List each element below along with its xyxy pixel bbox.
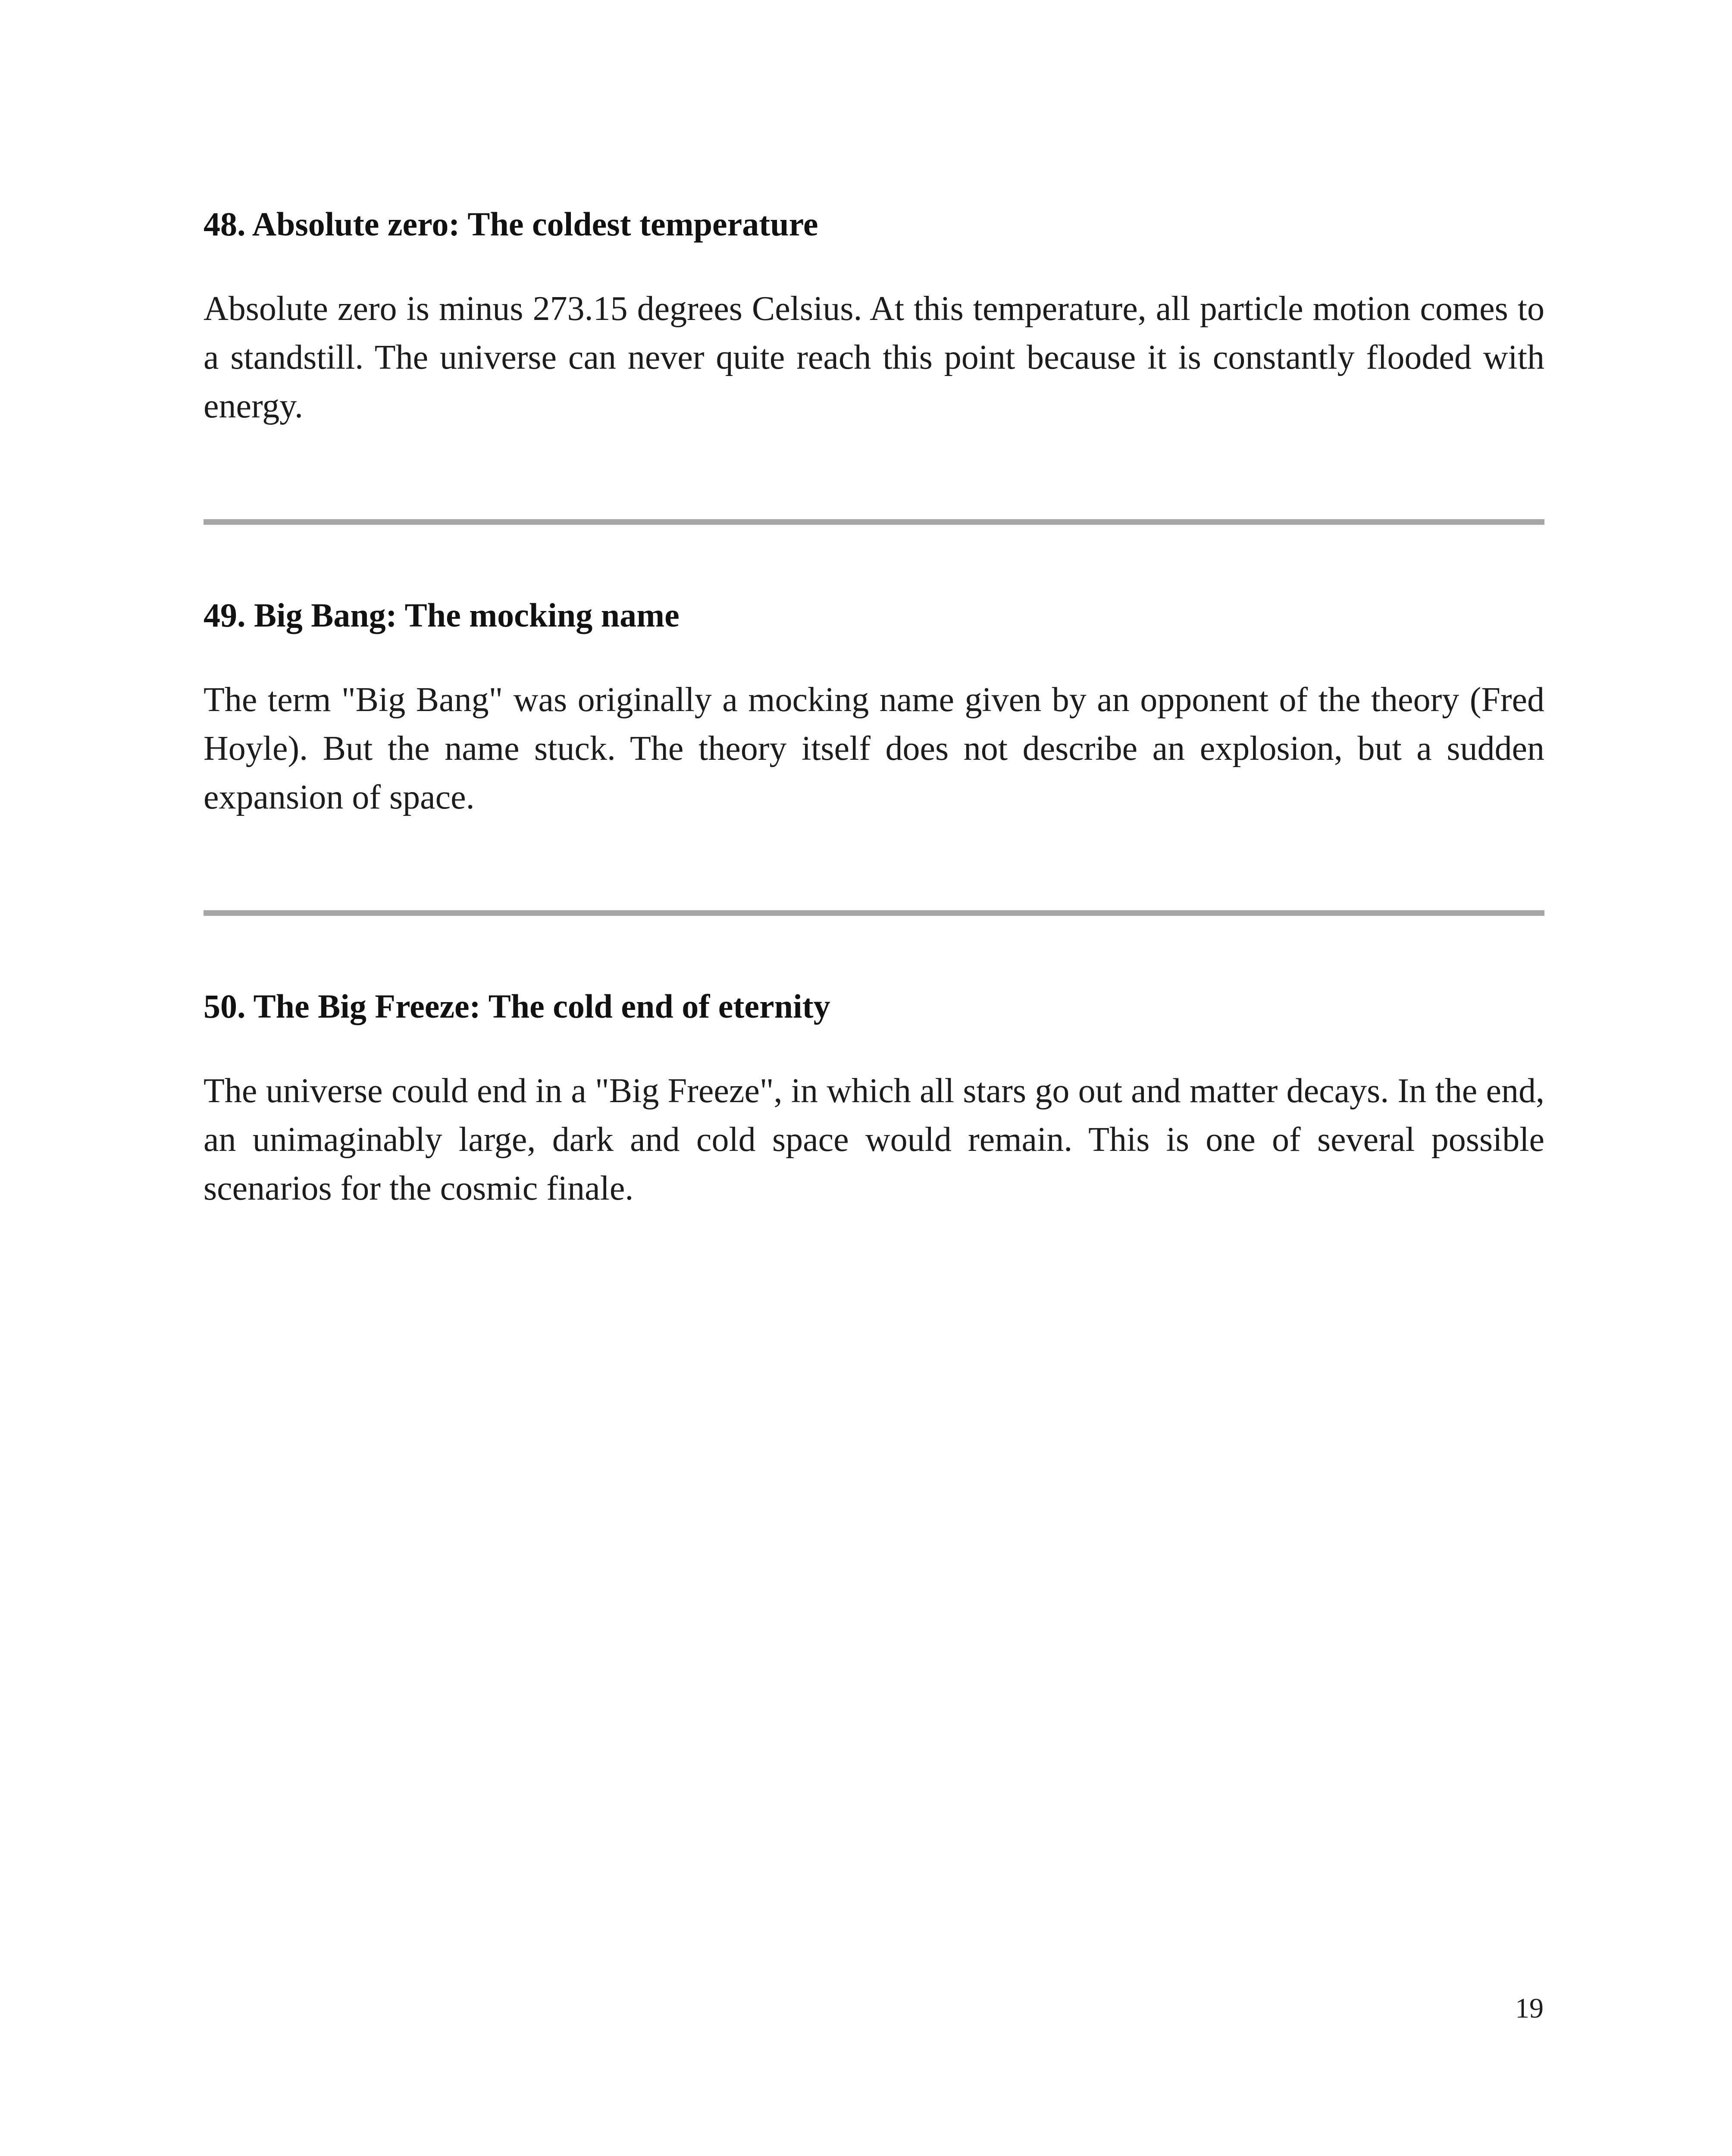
section-body: Absolute zero is minus 273.15 degrees Celsius. At this temperature, all particle motion comes to a standstill. The universe can never quite reach this point because it is constantly flooded with energy. [204, 290, 1544, 425]
section-big-bang [204, 594, 1544, 822]
section-divider [204, 519, 1544, 525]
section-heading: 50. The Big Freeze: The cold end of eternity [204, 987, 830, 1025]
page-content [204, 203, 1544, 1213]
section-heading: 49. Big Bang: The mocking name [204, 596, 680, 634]
section-heading: 48. Absolute zero: The coldest temperature [204, 205, 818, 243]
section-body: The universe could end in a "Big Freeze", in which all stars go out and matter decays. In the end, an unimaginably large, dark and cold space would remain. This is one of several possible scenarios for the cosmic finale. [204, 1072, 1544, 1207]
section-body: The term "Big Bang" was originally a mocking name given by an opponent of the theory (Fred Hoyle). But the name stuck. The theory itself does not describe an explosion, but a sudden expansion of space. [204, 681, 1544, 816]
section-absolute-zero [204, 203, 1544, 431]
section-big-freeze [204, 985, 1544, 1213]
page-number: 19 [1515, 1993, 1544, 2024]
section-divider [204, 910, 1544, 916]
